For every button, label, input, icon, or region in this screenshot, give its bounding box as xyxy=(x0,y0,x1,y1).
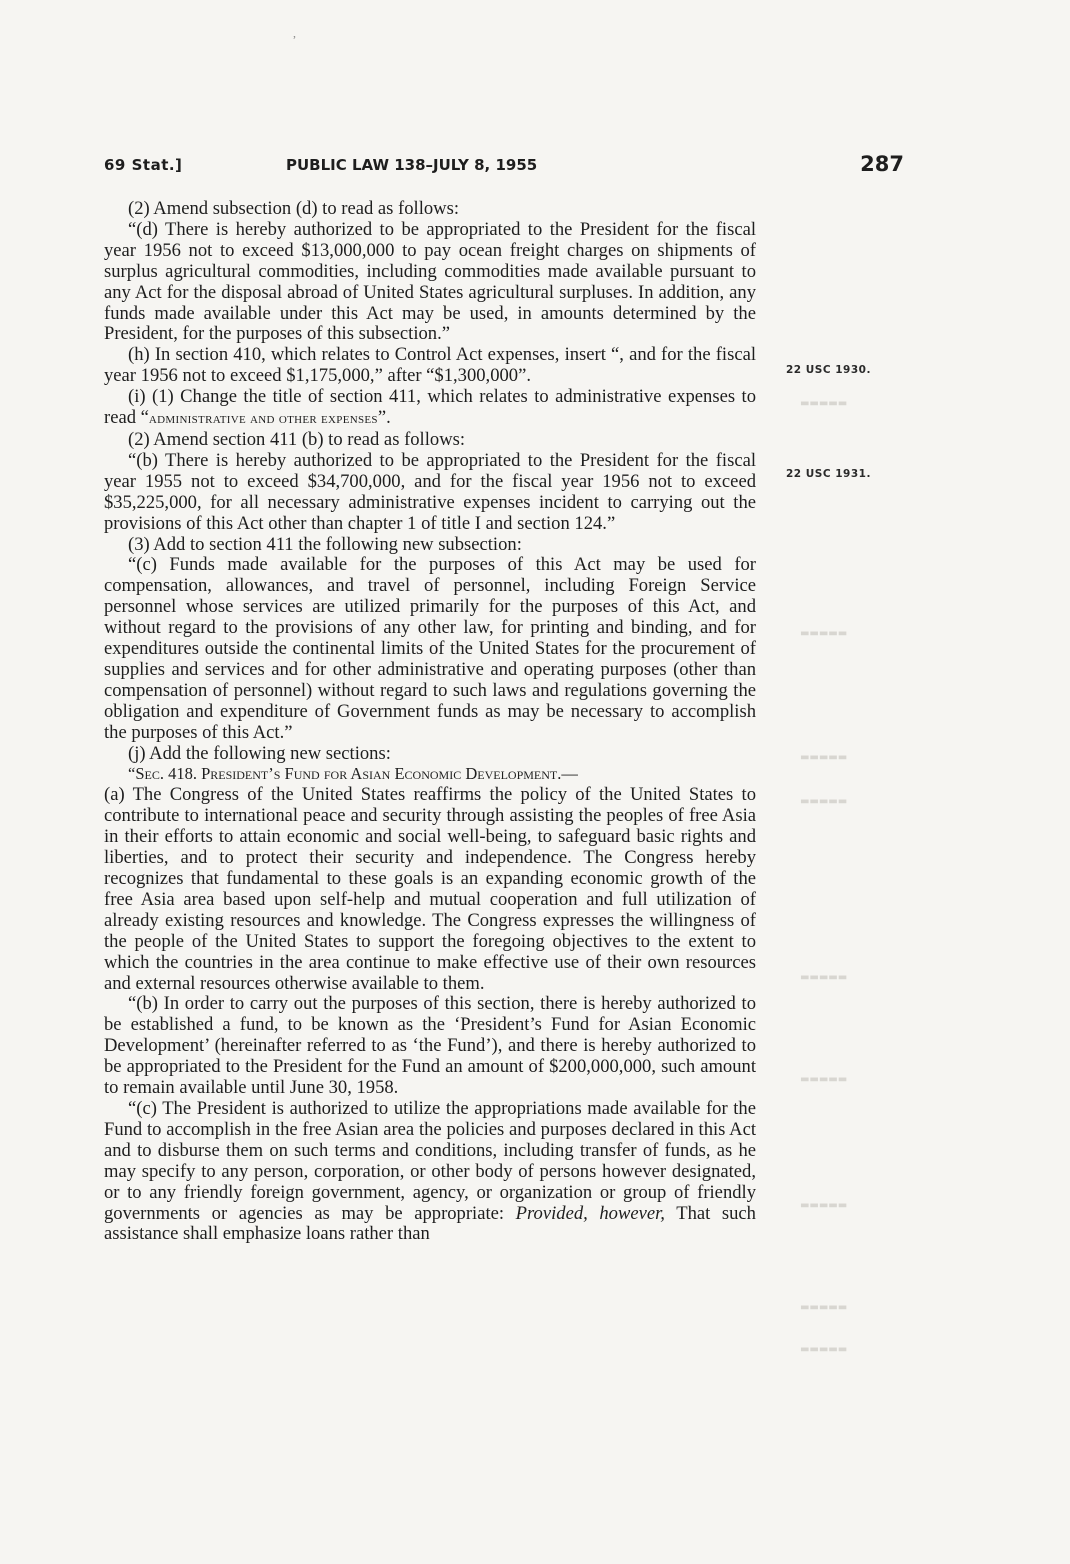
bleed-through-mark: ▬▬▬▬▬ xyxy=(800,796,848,807)
italic-proviso: Provided, however, xyxy=(515,1202,665,1224)
paragraph xyxy=(104,1099,756,1245)
paragraph: (j) Add the following new sections: xyxy=(128,742,391,764)
statute-body xyxy=(104,199,756,1245)
small-caps-heading: administrative and other expenses xyxy=(148,411,378,428)
margin-note-usc-1930: 22 USC 1930. xyxy=(786,364,871,376)
page-number: 287 xyxy=(860,152,904,176)
bleed-through-mark: ▬▬▬▬▬ xyxy=(800,1302,848,1313)
paragraph: (2) Amend subsection (d) to read as follows: xyxy=(128,198,460,219)
bleed-through-mark: ▬▬▬▬▬ xyxy=(800,1200,848,1211)
scan-mark: , xyxy=(293,26,296,40)
page-header xyxy=(104,154,904,184)
text-run: That such assistance shall emphasize loans rather than xyxy=(104,1202,756,1245)
section-heading: “Sec. 418. President’s Fund for Asian Economic Development.— xyxy=(128,764,578,784)
paragraph: “(b) In order to carry out the purposes of this section, there is hereby authorized to be established a fund, to be known as the ‘President’s Fund for Asian Economic Development’ (hereinafter referred to as ‘the Fund’), and there is hereby authorized to be appropriated to the President for the Fund an amount of $200,000,000, such amount to remain available until June 30, 1958. xyxy=(104,993,756,1099)
statute-reference: 69 Stat.] xyxy=(104,156,183,174)
paragraph: (2) Amend section 411 (b) to read as follows: xyxy=(128,428,466,450)
running-title: PUBLIC LAW 138–JULY 8, 1955 xyxy=(286,156,538,174)
paragraph: “(b) There is hereby authorized to be appropriated to the President for the fiscal year 1955 not to exceed $34,700,000, and for the fiscal year 1956 not to exceed $35,225,000, for all necessary administrative expenses incident to carrying out the provisions of this Act other than chapter 1 of title I and section 124.” xyxy=(104,449,756,534)
text-run: “(c) The President is authorized to utilize the appropriations made available for the Fund to accomplish in the free Asian area the policies and purposes declared in this Act and to disburse them on such terms and conditions, including transfer of funds, as he may specify to any person, corporation, or other body of persons however designated, or to any friendly foreign government, agency, or organization or group of friendly governments or agencies as may be appropriate: xyxy=(104,1097,756,1224)
text-run: (i) (1) Change the title of section 411, which relates to administrative expenses to read “ xyxy=(104,386,756,429)
text-run: ”. xyxy=(377,407,391,429)
bleed-through-mark: ▬▬▬▬▬ xyxy=(800,398,848,409)
paragraph xyxy=(104,387,756,430)
paragraph: (a) The Congress of the United States reaffirms the policy of the United States to contribute to international peace and security through assisting the peoples of free Asia in their efforts to attain economic and social well-being, to safeguard basic rights and liberties, and to protect their security and independence. The Congress hereby recognizes that fundamental to these goals is an expanding economic growth of the free Asia area based upon self-help and mutual cooperation and full utilization of already existing resources and knowledge. The Congress expresses the willingness of the people of the United States to support the foregoing objectives to the extent to which the countries in the area continue to make effective use of their own resources and external resources otherwise available to them. xyxy=(104,784,756,994)
paragraph: “(d) There is hereby authorized to be appropriated to the President for the fiscal year 1956 not to exceed $13,000,000 to pay ocean freight charges on shipments of surplus agricultural commodities, including commodities made available pursuant to any Act for the disposal abroad of United States agricultural surpluses. In addition, any funds made available under this Act may be used, in amounts determined by the President, for the purposes of this subsection.” xyxy=(104,218,756,345)
bleed-through-mark: ▬▬▬▬▬ xyxy=(800,752,848,763)
bleed-through-mark: ▬▬▬▬▬ xyxy=(800,1344,848,1355)
bleed-through-mark: ▬▬▬▬▬ xyxy=(800,1074,848,1085)
bleed-through-mark: ▬▬▬▬▬ xyxy=(800,972,848,983)
margin-note-usc-1931: 22 USC 1931. xyxy=(786,468,871,480)
bleed-through-mark: ▬▬▬▬▬ xyxy=(800,628,848,639)
paragraph: “(c) Funds made available for the purposes of this Act may be used for compensation, allowances, and travel of personnel, including Foreign Service personnel whose services are utilized primarily for the purposes of this Act, and without regard to the provisions of any other law, for printing and binding, and for expenditures outside the continental limits of the United States for the procurement of supplies and services and for other administrative and operating purposes (other than compensation of personnel) without regard to such laws and regulations governing the obligation and expenditure of Government funds as may be necessary to accomplish the purposes of this Act.” xyxy=(104,554,756,743)
paragraph: (h) In section 410, which relates to Control Act expenses, insert “, and for the fiscal year 1956 not to exceed $1,175,000,” after “$1,300,000”. xyxy=(104,344,756,387)
paragraph: (3) Add to section 411 the following new subsection: xyxy=(128,533,522,555)
